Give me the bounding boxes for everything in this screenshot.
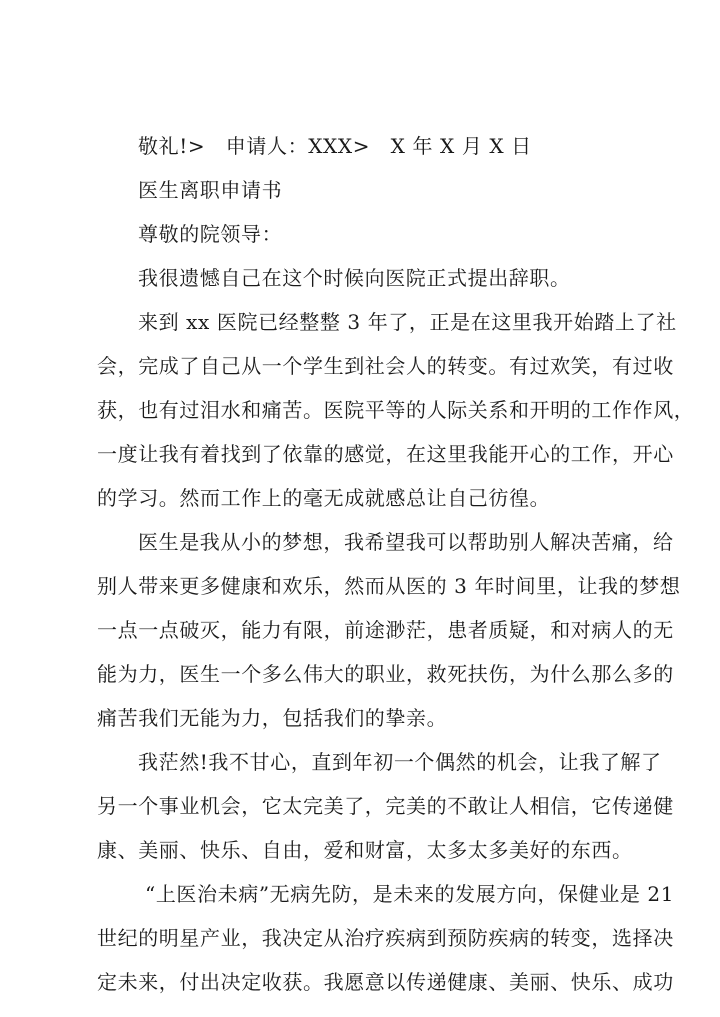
paragraph-line: 世纪的明星产业，我决定从治疗疾病到预防疾病的转变，选择决 <box>97 926 674 950</box>
paragraph-line: 的学习。然而工作上的毫无成就感总让自己彷徨。 <box>97 486 551 510</box>
paragraph-line: 别人带来更多健康和欢乐，然而从医的 3 年时间里，让我的梦想 <box>97 574 681 598</box>
paragraph-line: 我茫然!我不甘心，直到年初一个偶然的机会，让我了解了 <box>138 750 662 774</box>
paragraph-line: 定未来，付出决定收获。我愿意以传递健康、美丽、快乐、成功 <box>97 970 674 994</box>
paragraph-line: 我很遗憾自己在这个时候向医院正式提出辞职。 <box>138 266 571 290</box>
paragraph-line: 一点一点破灭，能力有限，前途渺茫，患者质疑，和对病人的无 <box>97 618 674 642</box>
salutation: 尊敬的院领导： <box>138 222 283 246</box>
paragraph-line: 来到 xx 医院已经整整 3 年了，正是在这里我开始踏上了社 <box>138 310 677 334</box>
paragraph-new-opportunity <box>97 747 674 866</box>
document-title: 医生离职申请书 <box>138 178 283 202</box>
document-body <box>97 131 695 998</box>
paragraph-line: 康、美丽、快乐、自由，爱和财富，太多太多美好的东西。 <box>97 838 633 862</box>
paragraph-line: 一度让我有着找到了依靠的感觉，在这里我能开心的工作，开心 <box>97 442 674 466</box>
paragraph-doctor-dream <box>97 527 681 734</box>
paragraph-line: 会，完成了自己从一个学生到社会人的转变。有过欢笑，有过收 <box>97 354 674 378</box>
closing-signature-line: 敬礼!> 申请人：XXX> X 年 X 月 X 日 <box>138 134 532 158</box>
paragraph-line: 另一个事业机会，它太完美了，完美的不敢让人相信，它传递健 <box>97 794 674 818</box>
paragraph-line: “上医治未病”无病先防，是未来的发展方向，保健业是 21 <box>145 882 675 906</box>
paragraph-line: 获，也有过泪水和痛苦。医院平等的人际关系和开明的工作作风， <box>97 398 695 422</box>
paragraph-prevention-future <box>97 879 675 998</box>
paragraph-line: 痛苦我们无能为力，包括我们的挚亲。 <box>97 706 448 730</box>
paragraph-line: 医生是我从小的梦想，我希望我可以帮助别人解决苦痛，给 <box>138 530 674 554</box>
paragraph-resignation-intro <box>97 263 629 294</box>
paragraph-years-at-hospital <box>97 307 695 514</box>
paragraph-line: 能为力，医生一个多么伟大的职业，救死扶伤，为什么那么多的 <box>97 662 674 686</box>
